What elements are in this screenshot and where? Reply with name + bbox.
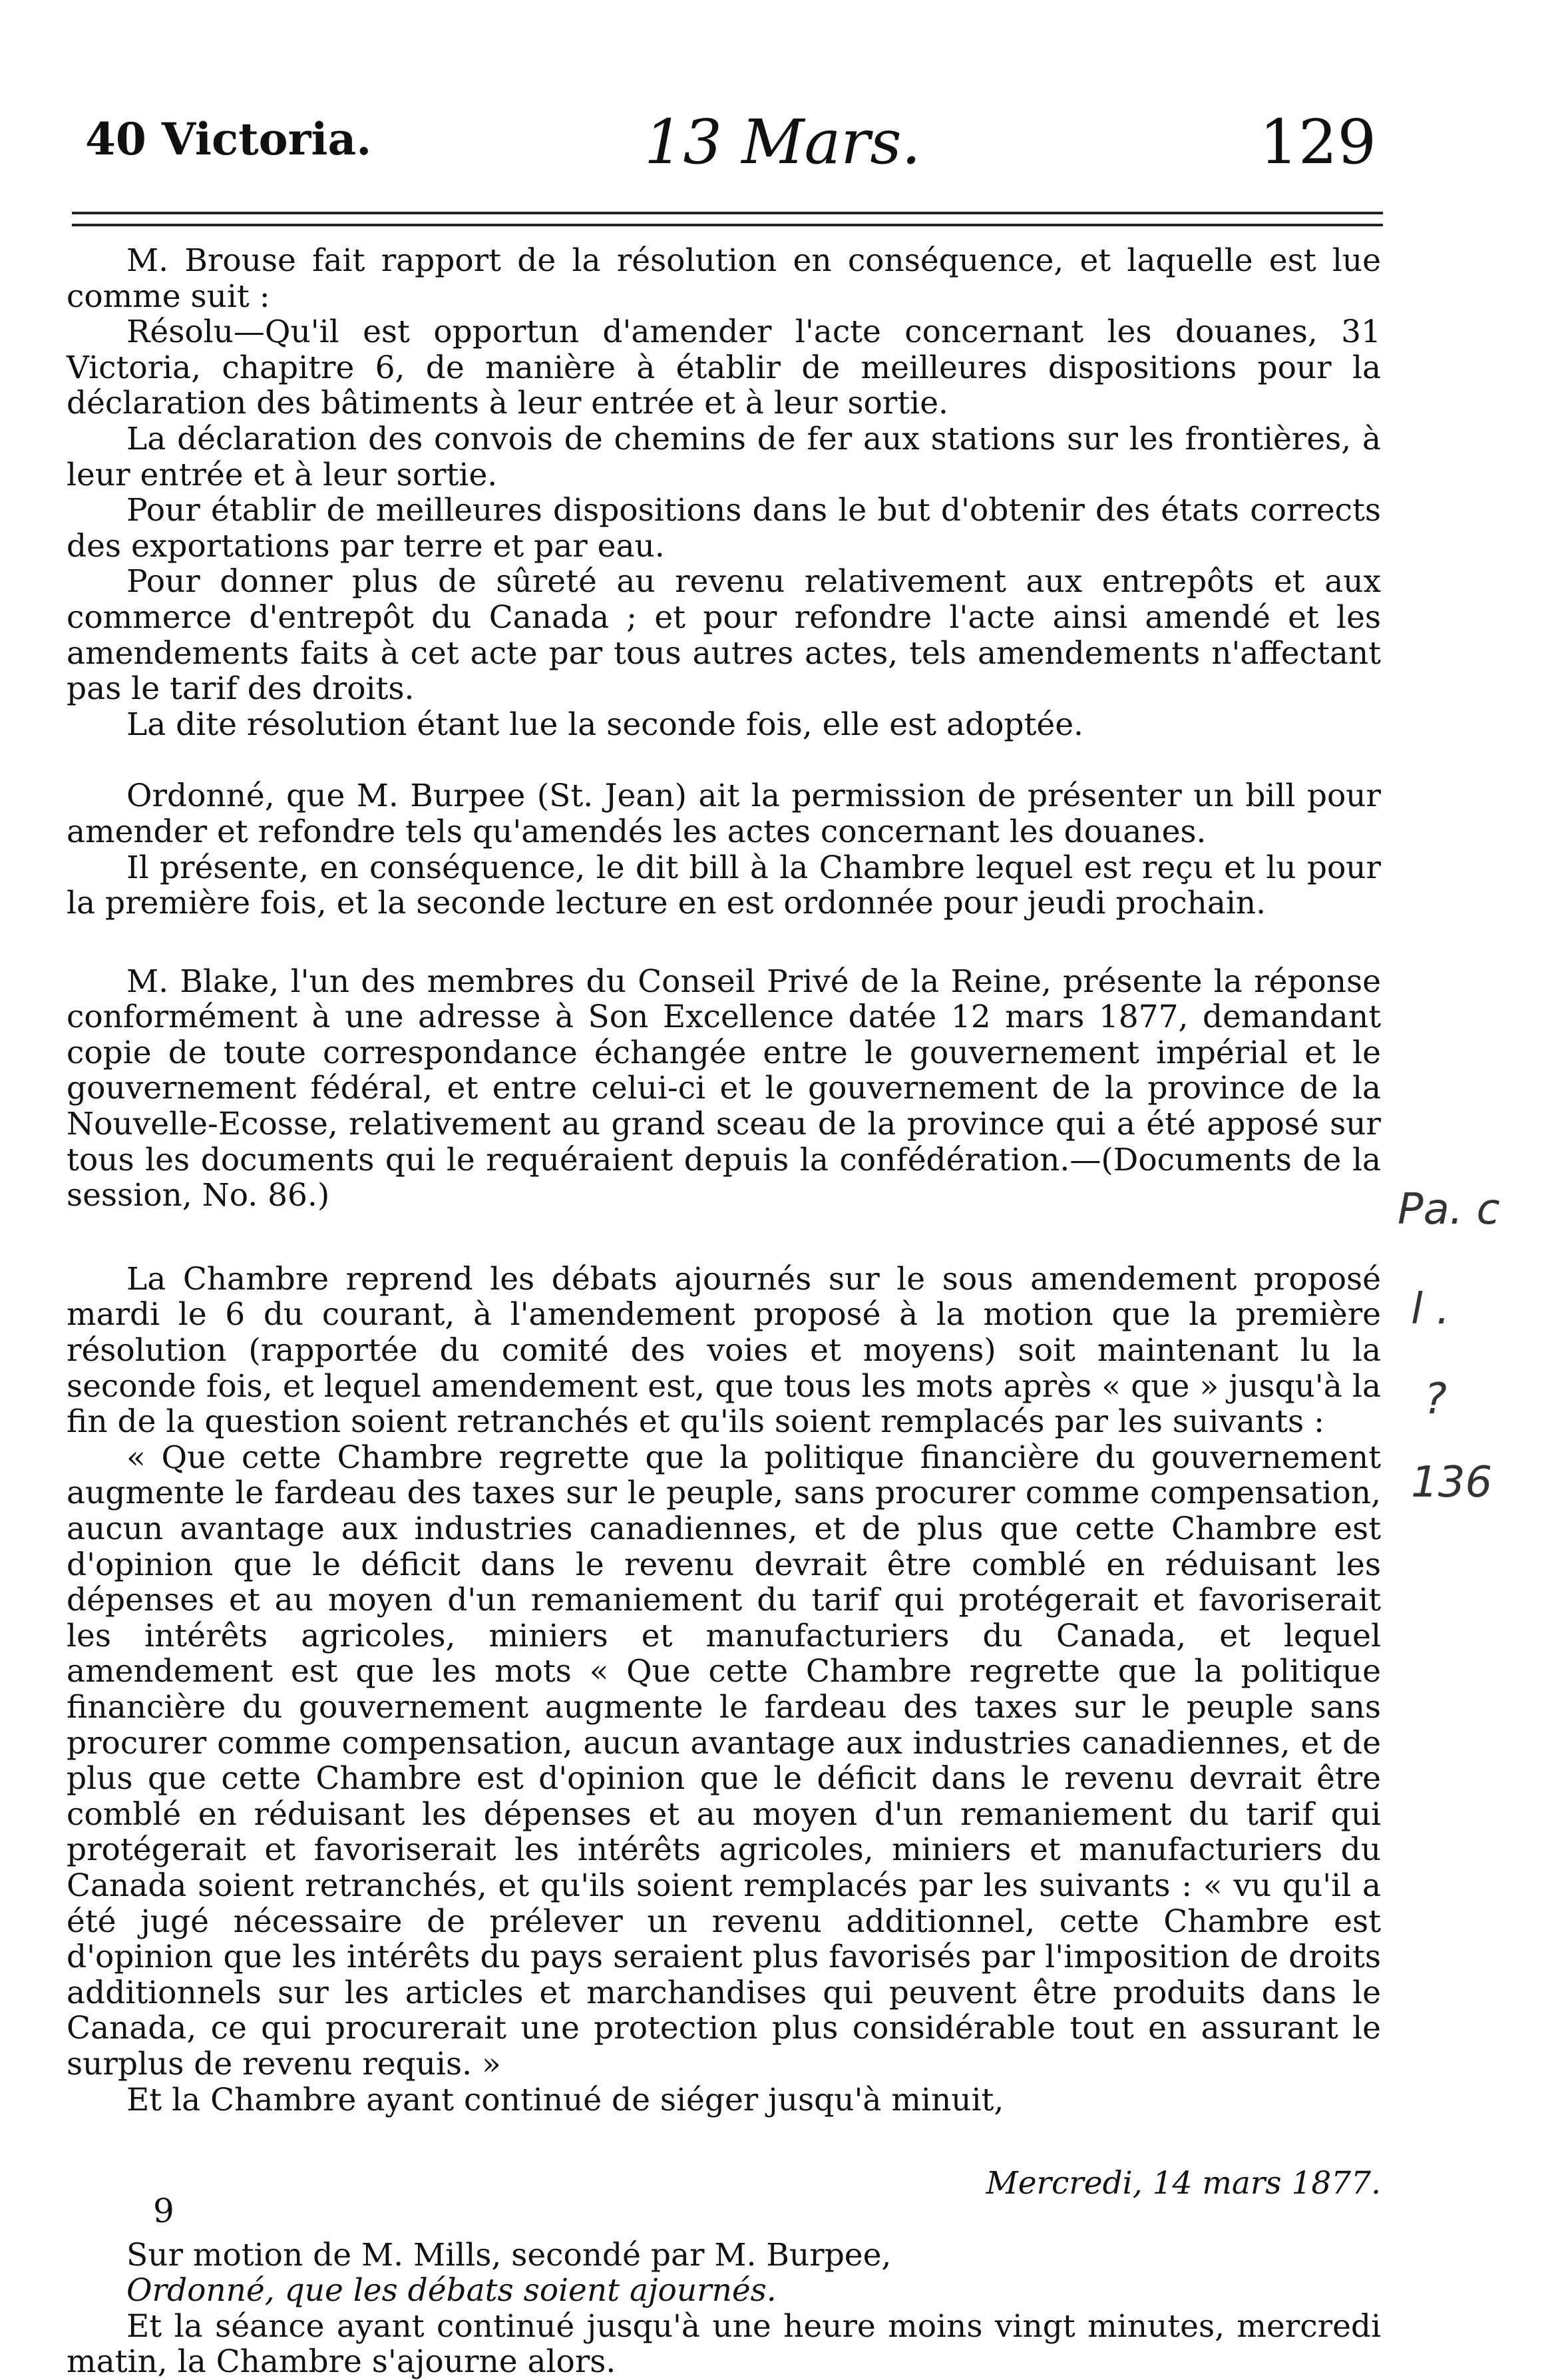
paragraph-debate: La Chambre reprend les débats ajournés sur le sous amendement proposé mardi le 6 du courant, à l'amendement proposé à la motion que la première résolution (rapportée du comité des voies et moyens) soit maintenant lu la seconde fois, et lequel amendement est, que tous les mots après « que » jusqu'à la fin de la question soient retranchés et qu'ils soient remplacés par les suivants :	[67, 1260, 1381, 1441]
margin-annotation: l .	[1411, 1285, 1450, 1334]
session-label: 40 Victoria.	[85, 113, 372, 165]
paragraph-exports: Pour établir de meilleures dispositions dans le but d'obtenir des états corrects des exportations par terre et par eau.	[67, 492, 1381, 565]
header-rule-top	[72, 212, 1383, 214]
page-number: 129	[1259, 107, 1376, 178]
date-line: Mercredi, 14 mars 1877.	[986, 2165, 1381, 2202]
signature-mark: 9	[153, 2192, 174, 2230]
paragraph-blake-return: M. Blake, l'un des membres du Conseil Privé de la Reine, présente la réponse conformément à une adresse à Son Excellence datée 12 mars 1877, demandant copie de toute correspondance échangée entre le gouvernement impérial et le gouvernement fédéral, et entre celui-ci et le gouvernement de la province de la Nouvelle-Ecosse, relativement au grand sceau de la province qui a été apposé sur tous les documents qui le requéraient depuis la confédération.—(Documents de la session, No. 86.)	[67, 963, 1381, 1214]
paragraph-first-reading: Il présente, en conséquence, le dit bill à la Chambre lequel est reçu et lu pour la première fois, et la seconde lecture en est ordonnée pour jeudi prochain.	[67, 849, 1381, 922]
page-date-text: 13 Mars.	[644, 107, 921, 178]
paragraph-warehouse: Pour donner plus de sûreté au revenu relativement aux entrepôts et aux commerce d'entrepôt du Canada ; et pour refondre l'acte ainsi amendé et les amendements faits à cet acte par tous autres actes, tels amendements n'affectant pas le tarif des droits.	[67, 563, 1381, 708]
paragraph-ordered-bill: Ordonné, que M. Burpee (St. Jean) ait la permission de présenter un bill pour amender et refondre tels qu'amendés les actes concernant les douanes.	[67, 778, 1381, 850]
page-date	[644, 107, 921, 178]
page-header	[72, 100, 1376, 178]
paragraph-resolution: Résolu—Qu'il est opportun d'amender l'acte concernant les douanes, 31 Victoria, chapitre 6, de manière à établir de meilleures dispositions pour la déclaration des bâtiments à leur entrée et à leur sortie.	[67, 314, 1381, 422]
header-rule-bottom	[72, 224, 1383, 226]
paragraph-report: M. Brouse fait rapport de la résolution en conséquence, et laquelle est lue comme suit :	[67, 242, 1381, 315]
margin-annotation: Pa. c	[1398, 1185, 1500, 1234]
paragraph-motion: Sur motion de M. Mills, secondé par M. Burpee,	[126, 2236, 892, 2273]
paragraph-adjourn: Et la séance ayant continué jusqu'à une heure moins vingt minutes, mercredi matin, la Chambre s'ajourne alors.	[67, 2307, 1381, 2380]
paragraph-adopted: La dite résolution étant lue la seconde fois, elle est adoptée.	[126, 706, 1083, 743]
paragraph-railway: La déclaration des convois de chemins de fer aux stations sur les frontières, à leur entrée et à leur sortie.	[67, 420, 1381, 493]
paragraph-ordered-adjourn: Ordonné, que les débats soient ajournés.	[126, 2272, 777, 2309]
paragraph-amendment-text: « Que cette Chambre regrette que la politique financière du gouvernement augmente le fardeau des taxes sur le peuple, sans procurer comme compensation, aucun avantage aux industries canadiennes, et de plus que cette Chambre est d'opinion que le déficit dans le revenu devrait être comblé en réduisant les dépenses et au moyen d'un remaniement du tarif qui protégerait et favoriserait les intérêts agricoles, miniers et manufacturiers du Canada, et lequel amendement est que les mots « Que cette Chambre regrette que la politique financière du gouvernement augmente le fardeau des taxes sur le peuple sans procurer comme compensation, aucun avantage aux industries canadiennes, et de plus que cette Chambre est d'opinion que le déficit dans le revenu devrait être comblé en réduisant les dépenses et au moyen d'un remaniement du tarif qui protégerait et favoriserait les intérêts agricoles, miniers et manufacturiers du Canada soient retranchés, et qu'ils soient remplacés par les suivants : « vu qu'il a été jugé nécessaire de prélever un revenu additionnel, cette Chambre est d'opinion que les intérêts du pays seraient plus favorisés par l'imposition de droits additionnels sur les articles et marchandises qui peuvent être produits dans le Canada, ce qui procurerait une protection plus considérable tout en assurant le surplus de revenu requis. »	[67, 1439, 1381, 2082]
journal-body	[67, 243, 1381, 2380]
margin-annotation: ?	[1424, 1375, 1447, 1424]
margin-annotation: 136	[1411, 1458, 1493, 1507]
paragraph-sitting-midnight: Et la Chambre ayant continué de siéger jusqu'à minuit,	[126, 2081, 1004, 2118]
